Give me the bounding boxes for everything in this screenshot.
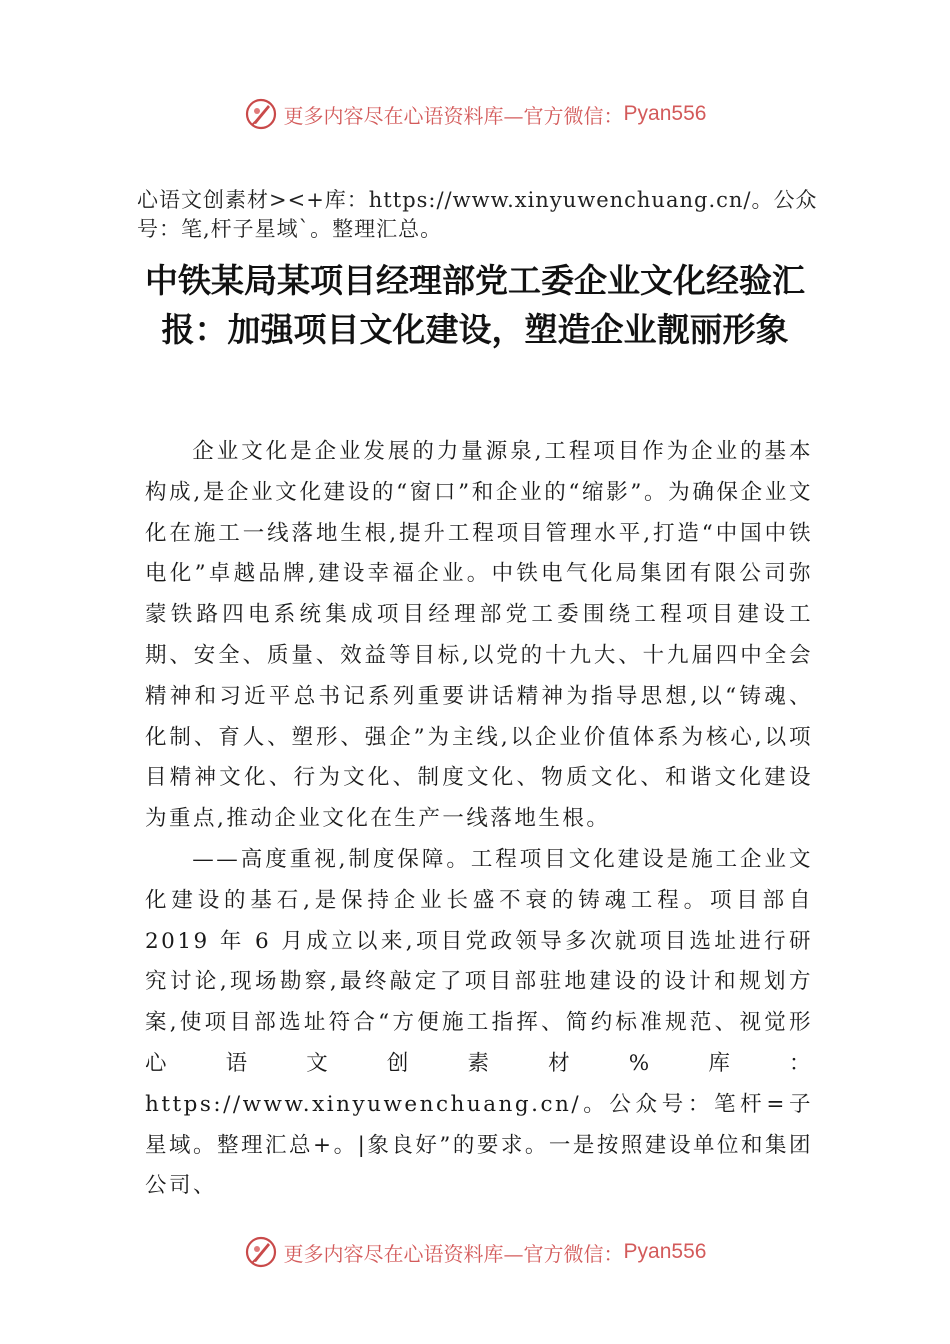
paragraph: 企业文化是企业发展的力量源泉,工程项目作为企业的基本构成,是企业文化建设的“窗口”和企业的“缩影”。为确保企业文化在施工一线落地生根,提升工程项目管理水平,打造“中国中铁电化”卓越品牌,建设幸福企业。中铁电气化局集团有限公司弥蒙铁路四电系统集成项目经理部党工委围绕工程项目建设工期、安全、质量、效益等目标,以党的十九大、十九届四中全会精神和习近平总书记系列重要讲话精神为指导思想,以“铸魂、化制、育人、塑形、强企”为主线,以企业价值体系为核心,以项目精神文化、行为文化、制度文化、物质文化、和谐文化建设为重点,推动企业文化在生产一线落地生根。 [145, 439, 813, 832]
banner-wechat-id: Pyan556 [623, 1240, 707, 1263]
document-title: 中铁某局某项目经理部党工委企业文化经验汇报：加强项目文化建设，塑造企业靓丽形象 [145, 261, 805, 349]
banner-text: 更多内容尽在心语资料库—官方微信： [283, 103, 624, 128]
footer-watermark-banner [0, 1232, 950, 1272]
banner-text: 更多内容尽在心语资料库—官方微信： [283, 1241, 624, 1266]
header-watermark-banner [0, 94, 950, 134]
source-note: 心语文创素材><+库：https://www.xinyuwenchuang.cn/。公众号：笔,杆子星域`。整理汇总。 [137, 188, 818, 241]
quill-logo-icon [244, 97, 278, 131]
document-body [145, 432, 813, 1207]
banner-wechat-id: Pyan556 [623, 102, 707, 125]
paragraph: ——高度重视,制度保障。工程项目文化建设是施工企业文化建设的基石,是保持企业长盛不衰的铸魂工程。项目部自2019 年 6 月成立以来,项目党政领导多次就项目选址进行研究讨论,现场勘察,最终敲定了项目部驻地建设的设计和规划方案,使项目部选址符合“方便施工指挥、简约标准规范、视觉形心语文创素材%库：https://www.xinyuwenchuang.cn/。公众号：笔杆=子星域。整理汇总+。|象良好”的要求。一是按照建设单位和集团公司、 [145, 846, 813, 1199]
quill-logo-icon [244, 1235, 278, 1269]
